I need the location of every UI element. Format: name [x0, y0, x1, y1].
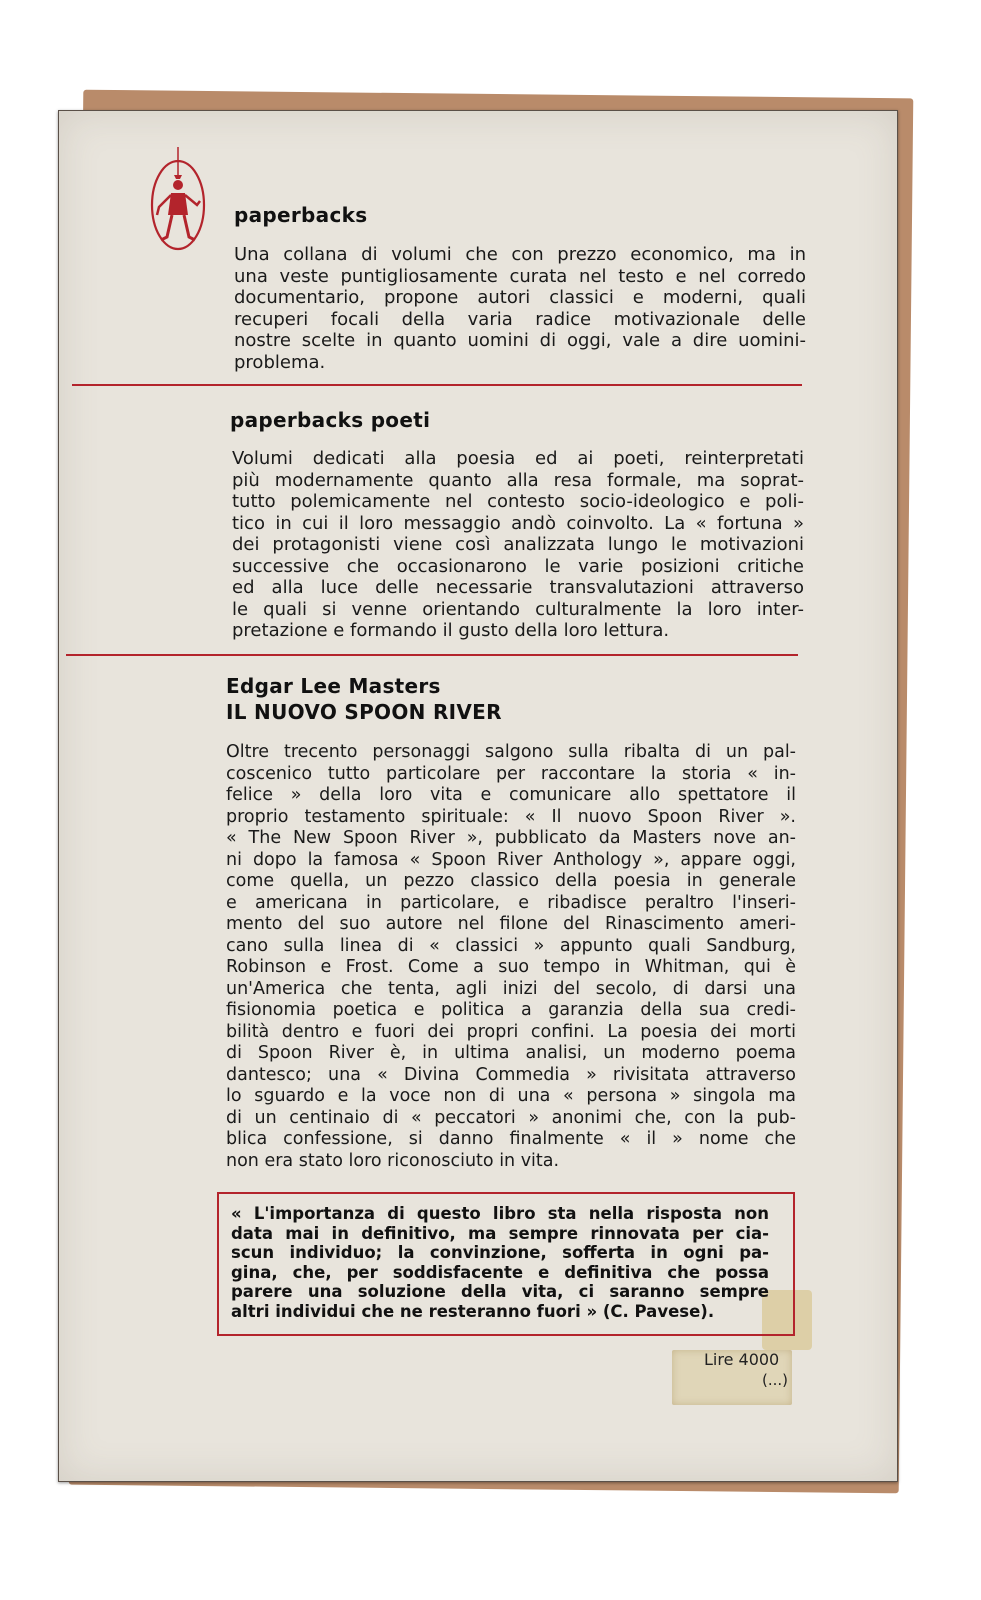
- text-line: « L'importanza di questo libro sta nella risposta non: [231, 1204, 769, 1223]
- text-line: una veste puntigliosamente curata nel testo e nel corredo: [234, 265, 806, 287]
- text-line: nostre scelte in quanto uomini di oggi, vale a dire uomini-: [234, 330, 806, 351]
- book-description: [226, 742, 796, 1172]
- quote-text: [231, 1204, 769, 1321]
- price-text: Lire 4000: [704, 1350, 780, 1369]
- section-divider: [72, 384, 802, 386]
- text-line: proprio testamento spirituale: « Il nuovo Spoon River ».: [226, 806, 796, 827]
- text-line: felice » della loro vita e comunicare allo spettatore il: [226, 785, 796, 805]
- book-title: IL NUOVO SPOON RIVER: [226, 700, 502, 724]
- text-line: dantesco; una « Divina Commedia » rivisitata attraverso: [226, 1064, 796, 1085]
- text-line: un'America che tenta, agli inizi del secolo, di darsi una: [226, 978, 796, 999]
- jester-figure-icon: [145, 145, 211, 253]
- text-line: ed alla luce delle necessarie transvalutazioni attraverso: [232, 577, 804, 598]
- text-line: fisionomia poetica e politica a garanzia della sua credi-: [226, 1000, 796, 1020]
- text-line: lo sguardo e la voce non di una « persona » singola ma: [226, 1086, 796, 1106]
- text-line: non era stato loro riconosciuto in vita.: [226, 1150, 560, 1171]
- section-divider: [66, 654, 798, 656]
- text-line: gina, che, per soddisfacente e definitiva che possa: [231, 1262, 769, 1282]
- text-line: documentario, propone autori classici e moderni, quali: [234, 287, 806, 308]
- text-line: cano sulla linea di « classici » appunto quali Sandburg,: [226, 935, 796, 956]
- text-line: mento del suo autore nel filone del Rinascimento ameri-: [226, 914, 796, 934]
- text-line: di Spoon River è, in ultima analisi, un moderno poema: [226, 1043, 796, 1063]
- text-line: tico in cui il loro messaggio andò coinvolto. La « fortuna »: [232, 512, 804, 534]
- text-line: Oltre trecento personaggi salgono sulla ribalta di un pal-: [226, 742, 796, 762]
- text-line: Robinson e Frost. Come a suo tempo in Whitman, qui è: [226, 957, 796, 977]
- price-subtext: (...): [762, 1371, 789, 1389]
- text-line: problema.: [234, 351, 326, 373]
- section-paragraph-paperbacks: [234, 244, 806, 373]
- text-line: parere una soluzione della vita, ci saranno sempre: [231, 1282, 769, 1301]
- text-line: e americana in particolare, e ribadisce peraltro l'inseri-: [226, 892, 796, 913]
- text-line: blica confessione, si danno finalmente « il » nome che: [226, 1129, 796, 1149]
- text-line: come quella, un pezzo classico della poesia in generale: [226, 871, 796, 891]
- section-paragraph-paperbacks-poeti: [232, 448, 804, 642]
- text-line: recuperi focali della varia radice motivazionale delle: [234, 308, 806, 330]
- text-line: data mai in definitivo, ma sempre rinnovata per cia-: [231, 1223, 769, 1243]
- text-line: successive che occasionarono le varie posizioni critiche: [232, 555, 804, 577]
- text-line: Volumi dedicati alla poesia ed ai poeti, reinterpretati: [232, 448, 804, 469]
- pavese-quote-box: [217, 1192, 795, 1336]
- text-line: le quali si venne orientando culturalmente la loro inter-: [232, 598, 804, 620]
- text-line: tutto polemicamente nel contesto socio-ideologico e poli-: [232, 491, 804, 512]
- section-title-paperbacks: paperbacks: [234, 203, 368, 227]
- section-title-paperbacks-poeti: paperbacks poeti: [230, 408, 431, 432]
- text-line: scun individuo; la convinzione, sofferta in ogni pa-: [231, 1243, 769, 1262]
- text-line: dei protagonisti viene così analizzata lungo le motivazioni: [232, 534, 804, 555]
- text-line: Una collana di volumi che con prezzo economico, ma in: [234, 244, 806, 265]
- book-author: Edgar Lee Masters: [226, 674, 441, 698]
- text-line: di un centinaio di « peccatori » anonimi che, con la pub-: [226, 1107, 796, 1128]
- text-line: ni dopo la famosa « Spoon River Anthology », appare oggi,: [226, 849, 796, 870]
- text-line: più modernamente quanto alla resa formale, ma soprat-: [232, 469, 804, 491]
- text-line: bilità dentro e fuori dei propri confini. La poesia dei morti: [226, 1021, 796, 1042]
- text-line: altri individui che ne resteranno fuori » (C. Pavese).: [231, 1301, 715, 1321]
- text-line: coscenico tutto particolare per raccontare la storia « in-: [226, 763, 796, 784]
- text-line: pretazione e formando il gusto della loro lettura.: [232, 620, 670, 641]
- text-line: « The New Spoon River », pubblicato da Masters nove an-: [226, 828, 796, 848]
